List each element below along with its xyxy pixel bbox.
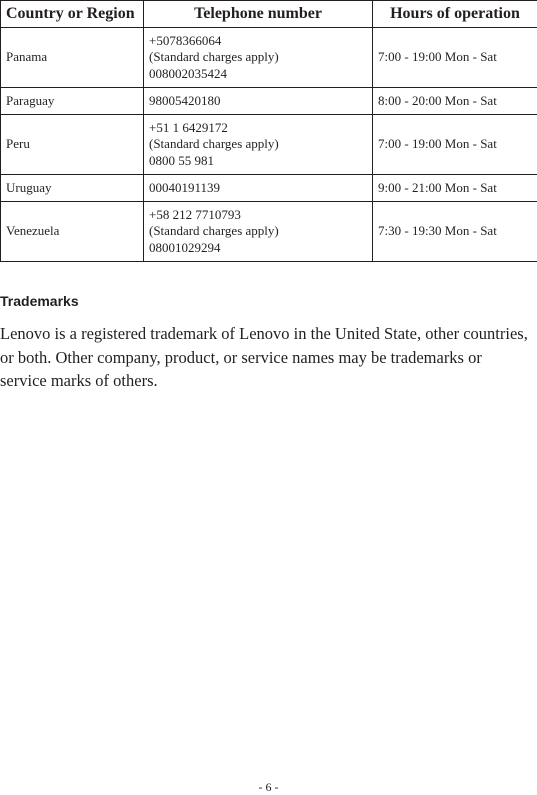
header-hours: Hours of operation — [373, 1, 537, 28]
table-row — [1, 202, 537, 262]
page-number: - 6 - — [0, 780, 537, 795]
table-row — [1, 115, 537, 175]
header-telephone: Telephone number — [144, 1, 373, 28]
phone-line: 00040191139 — [149, 180, 367, 197]
hours-cell: 7:00 - 19:00 Mon - Sat — [373, 115, 537, 175]
table-header-row — [1, 1, 537, 28]
phone-line: 98005420180 — [149, 93, 367, 110]
hours-cell: 9:00 - 21:00 Mon - Sat — [373, 175, 537, 202]
header-country: Country or Region — [1, 1, 144, 28]
country-cell: Panama — [1, 28, 144, 88]
phone-cell — [144, 28, 373, 88]
phone-line: 008002035424 — [149, 66, 367, 83]
phone-line: +58 212 7710793 — [149, 207, 367, 224]
hours-cell: 8:00 - 20:00 Mon - Sat — [373, 88, 537, 115]
country-cell: Uruguay — [1, 175, 144, 202]
table-row — [1, 28, 537, 88]
phone-line: (Standard charges apply) — [149, 223, 367, 240]
trademarks-paragraph: Lenovo is a registered trademark of Lenovo in the United State, other countries, or both. Other company, product, or service names may be trademarks or service marks of others. — [0, 322, 530, 393]
table-row — [1, 88, 537, 115]
country-cell: Venezuela — [1, 202, 144, 262]
support-contacts-table — [0, 0, 537, 262]
phone-line: +51 1 6429172 — [149, 120, 367, 137]
phone-line: +5078366064 — [149, 33, 367, 50]
phone-cell — [144, 115, 373, 175]
country-cell: Peru — [1, 115, 144, 175]
phone-line: (Standard charges apply) — [149, 136, 367, 153]
phone-cell — [144, 88, 373, 115]
phone-line: 0800 55 981 — [149, 153, 367, 170]
country-cell: Paraguay — [1, 88, 144, 115]
phone-cell — [144, 175, 373, 202]
phone-cell — [144, 202, 373, 262]
phone-line: (Standard charges apply) — [149, 49, 367, 66]
trademarks-heading: Trademarks — [0, 293, 79, 309]
table-row — [1, 175, 537, 202]
hours-cell: 7:00 - 19:00 Mon - Sat — [373, 28, 537, 88]
hours-cell: 7:30 - 19:30 Mon - Sat — [373, 202, 537, 262]
phone-line: 08001029294 — [149, 240, 367, 257]
